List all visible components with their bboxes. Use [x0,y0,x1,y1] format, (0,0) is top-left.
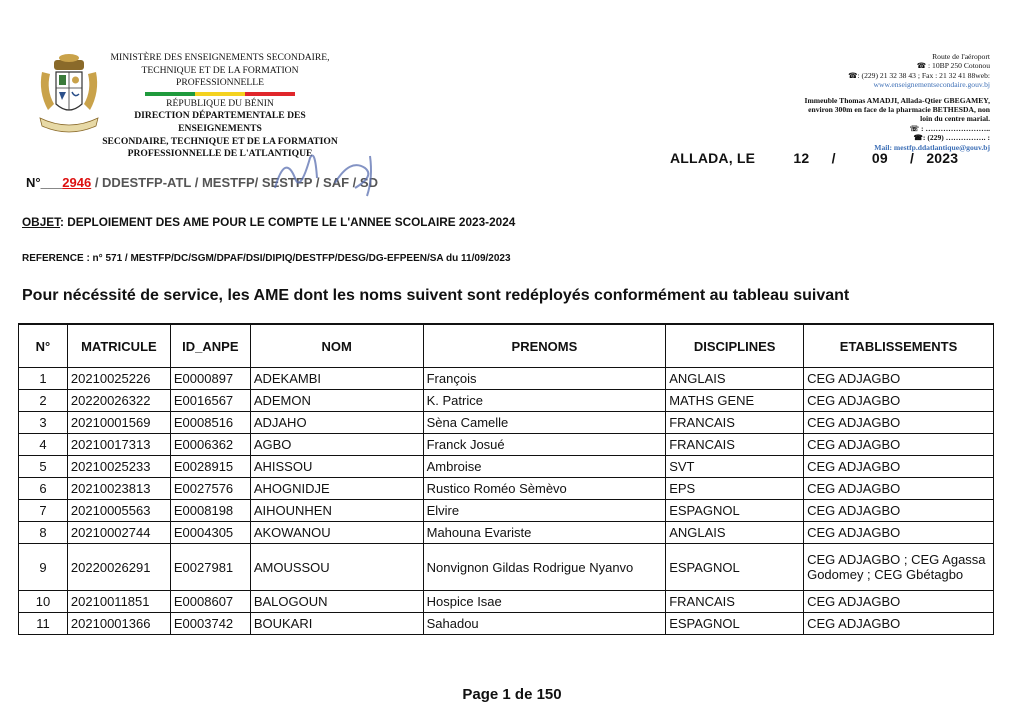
cell-id-anpe: E0003742 [170,613,250,635]
cell-matricule: 20220026291 [67,544,170,591]
col-header-matricule: MATRICULE [67,324,170,368]
cell-discipline: SVT [666,456,804,478]
document-date [670,150,958,166]
cell-id-anpe: E0006362 [170,434,250,456]
date-separator: / [831,150,836,166]
date-label: ALLADA, LE [670,150,756,166]
cell-discipline: FRANCAIS [666,434,804,456]
cell-id-anpe: E0008516 [170,412,250,434]
table-row [19,613,994,635]
cell-id-anpe: E0027576 [170,478,250,500]
cell-prenoms: Nonvignon Gildas Rodrigue Nyanvo [423,544,666,591]
contact-line: loin du centre marial. [920,114,990,124]
cell-discipline: MATHS GENE [666,390,804,412]
cell-etablissement: CEG ADJAGBO [804,500,994,522]
cell-prenoms: Rustico Roméo Sèmèvo [423,478,666,500]
cell-etablissement: CEG ADJAGBO [804,613,994,635]
contact-line: environ 300m en face de la pharmacie BETHESDA, non [808,105,990,115]
ministry-line: MINISTÈRE DES ENSEIGNEMENTS SECONDAIRE, [110,52,330,63]
ref-number-value: 2946 [62,175,92,190]
cell-id-anpe: E0027981 [170,544,250,591]
table-row [19,500,994,522]
contact-line: ☎: (229) ……………. : [913,133,990,143]
ministry-header [100,52,340,161]
cell-prenoms: Ambroise [423,456,666,478]
cell-matricule: 20210017313 [67,434,170,456]
direction-line: DIRECTION DÉPARTEMENTALE DES ENSEIGNEMENTS [134,110,306,134]
date-month: 09 [871,150,888,166]
contact-block [690,52,990,152]
cell-matricule: 20210002744 [67,522,170,544]
cell-prenoms: Franck Josué [423,434,666,456]
table-row [19,522,994,544]
cell-matricule: 20210011851 [67,591,170,613]
cell-etablissement: CEG ADJAGBO [804,591,994,613]
coat-of-arms-emblem [34,52,104,142]
cell-nom: ADEKAMBI [250,368,423,390]
ministry-line: TECHNIQUE ET DE LA FORMATION PROFESSIONNELLE [141,64,299,89]
cell-matricule: 20210023813 [67,478,170,500]
cell-number: 8 [19,522,68,544]
table-row [19,478,994,500]
cell-number: 4 [19,434,68,456]
reference-line: REFERENCE : n° 571 / MESTFP/DC/SGM/DPAF/DSI/DIPIQ/DESTFP/DESG/DG-EFPEEN/SA du 11/09/2023 [22,253,511,264]
table-row [19,456,994,478]
cell-id-anpe: E0008607 [170,591,250,613]
cell-matricule: 20210001569 [67,412,170,434]
cell-discipline: ESPAGNOL [666,500,804,522]
cell-prenoms: Mahouna Evariste [423,522,666,544]
cell-matricule: 20210025233 [67,456,170,478]
table-row [19,591,994,613]
cell-etablissement: CEG ADJAGBO [804,456,994,478]
direction-line: PROFESSIONNELLE DE L'ATLANTIQUE [127,148,313,160]
cell-number: 9 [19,544,68,591]
table-header-row [19,324,994,368]
subject-text: : DEPLOIEMENT DES AME POUR LE COMPTE LE L'ANNEE SCOLAIRE 2023-2024 [60,215,516,229]
contact-line: ☎: (229) 21 32 38 43 ; Fax : 21 32 41 88web: [848,70,990,80]
table-row [19,412,994,434]
cell-prenoms: K. Patrice [423,390,666,412]
table-row [19,390,994,412]
website-link[interactable]: www.enseignementsecondaire.gouv.bj [873,80,990,90]
cell-nom: AHOGNIDJE [250,478,423,500]
signature-stroke [255,148,405,200]
cell-number: 3 [19,412,68,434]
cell-id-anpe: E0008198 [170,500,250,522]
cell-number: 1 [19,368,68,390]
cell-discipline: ANGLAIS [666,368,804,390]
table-row [19,368,994,390]
cell-discipline: ESPAGNOL [666,613,804,635]
cell-number: 11 [19,613,68,635]
cell-etablissement: CEG ADJAGBO [804,522,994,544]
cell-nom: ADJAHO [250,412,423,434]
email-link[interactable]: Mail: mestfp.ddatlantique@gouv.bj [874,142,990,152]
cell-number: 6 [19,478,68,500]
cell-etablissement: CEG ADJAGBO [804,412,994,434]
cell-etablissement: CEG ADJAGBO [804,478,994,500]
cell-discipline: FRANCAIS [666,591,804,613]
col-header-prenoms: PRENOMS [423,324,666,368]
col-header-id-anpe: ID_ANPE [170,324,250,368]
cell-discipline: FRANCAIS [666,412,804,434]
cell-matricule: 20210005563 [67,500,170,522]
cell-number: 5 [19,456,68,478]
direction-line: SECONDAIRE, TECHNIQUE ET DE LA FORMATION [102,135,338,147]
cell-prenoms: François [423,368,666,390]
cell-id-anpe: E0016567 [170,390,250,412]
cell-matricule: 20210001366 [67,613,170,635]
cell-etablissement: CEG ADJAGBO ; CEG Agassa Godomey ; CEG Gbétagbo [804,544,994,591]
cell-prenoms: Sèna Camelle [423,412,666,434]
cell-nom: AMOUSSOU [250,544,423,591]
table-row [19,434,994,456]
cell-nom: BALOGOUN [250,591,423,613]
cell-matricule: 20210025226 [67,368,170,390]
cell-nom: AHISSOU [250,456,423,478]
cell-etablissement: CEG ADJAGBO [804,390,994,412]
col-header-nom: NOM [250,324,423,368]
cell-prenoms: Hospice Isae [423,591,666,613]
intro-sentence: Pour nécéssité de service, les AME dont les noms suivent sont redéployés conformément au tableau suivant [22,287,850,304]
benin-flag-stripe [145,92,295,96]
cell-number: 10 [19,591,68,613]
cell-discipline: ANGLAIS [666,522,804,544]
subject-label: OBJET [22,215,61,229]
cell-nom: BOUKARI [250,613,423,635]
cell-id-anpe: E0028915 [170,456,250,478]
cell-prenoms: Sahadou [423,613,666,635]
cell-id-anpe: E0004305 [170,522,250,544]
cell-nom: AIHOUNHEN [250,500,423,522]
cell-discipline: ESPAGNOL [666,544,804,591]
cell-number: 2 [19,390,68,412]
republic-name: RÉPUBLIQUE DU BÉNIN [166,97,274,109]
ref-prefix: N°___ [26,175,63,190]
ref-code: / DDESTFP-ATL / MESTFP/ SESTFP / SAF / SD [91,175,378,190]
subject-line [22,215,515,229]
col-header-disciplines: DISCIPLINES [666,324,804,368]
col-header-etablissements: ETABLISSEMENTS [804,324,994,368]
contact-line: Immeuble Thomas AMADJI, Allada-Qtier GBEGAMEY, [804,95,990,105]
cell-etablissement: CEG ADJAGBO [804,434,994,456]
cell-id-anpe: E0000897 [170,368,250,390]
cell-nom: AGBO [250,434,423,456]
date-separator: / [910,150,915,166]
col-header-number: N° [19,324,68,368]
table-row [19,544,994,591]
cell-etablissement: CEG ADJAGBO [804,368,994,390]
cell-nom: AKOWANOU [250,522,423,544]
contact-line: ☏ : …………………….. [909,123,990,133]
page-indicator: Page 1 de 150 [462,686,562,703]
date-year: 2023 [926,150,959,166]
cell-discipline: EPS [666,478,804,500]
cell-number: 7 [19,500,68,522]
contact-line: Route de l'aéroport [932,52,990,61]
contact-line: ☎ : 10BP 250 Cotonou [916,61,990,71]
deployment-table [18,323,994,635]
cell-nom: ADEMON [250,390,423,412]
cell-matricule: 20220026322 [67,390,170,412]
cell-prenoms: Elvire [423,500,666,522]
date-day: 12 [793,150,810,166]
